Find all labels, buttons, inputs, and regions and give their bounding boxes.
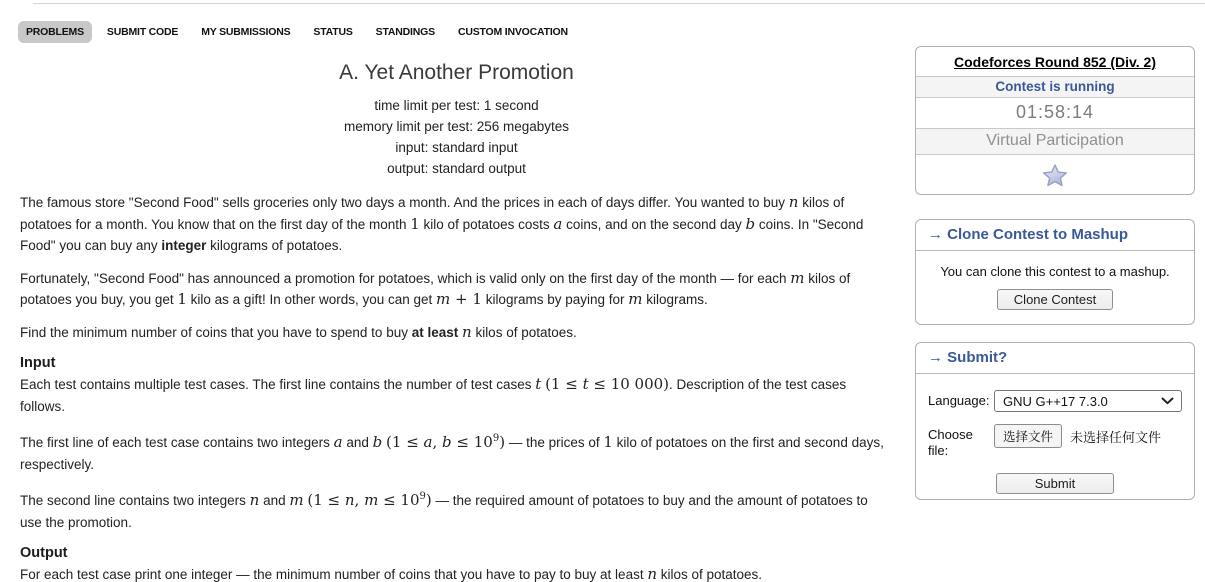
choose-file-label: Choose file: (928, 427, 973, 458)
memory-limit: memory limit per test: 256 megabytes (343, 119, 570, 134)
star-icon[interactable] (1042, 163, 1068, 187)
tab-custom-invocation[interactable]: CUSTOM INVOCATION (457, 26, 568, 38)
language-label: Language: (928, 393, 990, 408)
file-input (994, 424, 1161, 448)
input-paragraph: The second line contains two integers n and m (1 ≤ n, $m \le 10^9$) — the required amount of potatoes to buy and the amount of potatoes to use the promotion. (20, 491, 868, 530)
clone-contest-box (915, 219, 1195, 325)
statement-paragraph: Fortunately, "Second Food" has announced a promotion for potatoes, which is valid only on the first day of the month — for each m kilos of potatoes you buy, you get 1 kilo as a gift! In other words, you can get m + 1 kilograms by paying for m kilograms. (20, 268, 851, 308)
submit-row (928, 473, 1182, 494)
contest-title-row (916, 47, 1194, 76)
submit-box-caption[interactable]: → Submit? (928, 349, 1008, 366)
submit-box-body (916, 373, 1194, 500)
file-selection-status: 未选择任何文件 (1070, 429, 1162, 445)
output-paragraph: For each test case print one integer — the minimum number of coins that you have to pay to buy at least n kilos of potatoes. (20, 565, 763, 582)
output-section-title: Output (20, 545, 68, 561)
favorite-star-row (916, 154, 1194, 194)
submit-button[interactable]: Submit (996, 473, 1114, 494)
language-selected-value: GNU G++17 7.3.0 (1003, 393, 1108, 409)
tab-standings[interactable]: STANDINGS (375, 26, 435, 38)
statement-paragraph: The famous store "Second Food" sells groceries only two days a month. And the prices in each of days differ. You wanted to buy n kilos of potatoes for a month. You know that on the first day of the month 1 kilo of potatoes costs a coins, and on the second day b coins. In "Second Food" you can buy any integer kilograms of potatoes. (20, 193, 864, 253)
input-spec: input: standard input (395, 140, 518, 155)
statement-paragraph: Find the minimum number of coins that you have to spend to buy at least n kilos of potatoes. (20, 322, 577, 341)
contest-title-link[interactable]: Codeforces Round 852 (Div. 2) (953, 54, 1156, 70)
problem-statement (20, 60, 893, 582)
language-row (928, 390, 1182, 412)
problem-title: A. Yet Another Promotion (339, 61, 574, 84)
browse-file-button[interactable]: 选择文件 (994, 424, 1062, 448)
statement-body (20, 192, 893, 582)
clone-contest-button[interactable]: Clone Contest (997, 289, 1113, 310)
tab-submit-code[interactable]: SUBMIT CODE (106, 26, 179, 38)
tab-problems[interactable]: PROBLEMS (18, 21, 92, 43)
tab-status[interactable]: STATUS (313, 26, 353, 38)
input-section-title: Input (20, 355, 56, 371)
chevron-down-icon (1161, 397, 1174, 405)
clone-box-caption[interactable]: → Clone Contest to Mashup (928, 226, 1128, 243)
participation-mode: Virtual Participation (916, 128, 1194, 154)
contest-countdown-timer: 01:58:14 (916, 97, 1194, 128)
input-paragraph: The first line of each test case contains two integers a and b (1 ≤ a, $b \le 10^9$) — the prices of 1 kilo of potatoes on the first and second days, respectively. (20, 433, 884, 472)
contest-status: Contest is running (916, 76, 1194, 97)
time-limit: time limit per test: 1 second (374, 98, 539, 113)
tab-my-submissions[interactable]: MY SUBMISSIONS (201, 26, 291, 38)
clone-box-body (916, 250, 1194, 324)
choose-file-row (928, 424, 1182, 459)
top-divider (33, 3, 1205, 4)
contest-tab-bar (18, 21, 583, 43)
clone-box-text: You can clone this contest to a mashup. (940, 264, 1170, 279)
input-paragraph: Each test contains multiple test cases. The first line contains the number of test cases t (1 ≤ t ≤ 10 000). Description of the test cases follows. (20, 375, 847, 414)
output-spec: output: standard output (387, 161, 526, 176)
language-select[interactable] (994, 390, 1182, 412)
contest-info-box (915, 46, 1195, 195)
submit-box (915, 342, 1195, 500)
